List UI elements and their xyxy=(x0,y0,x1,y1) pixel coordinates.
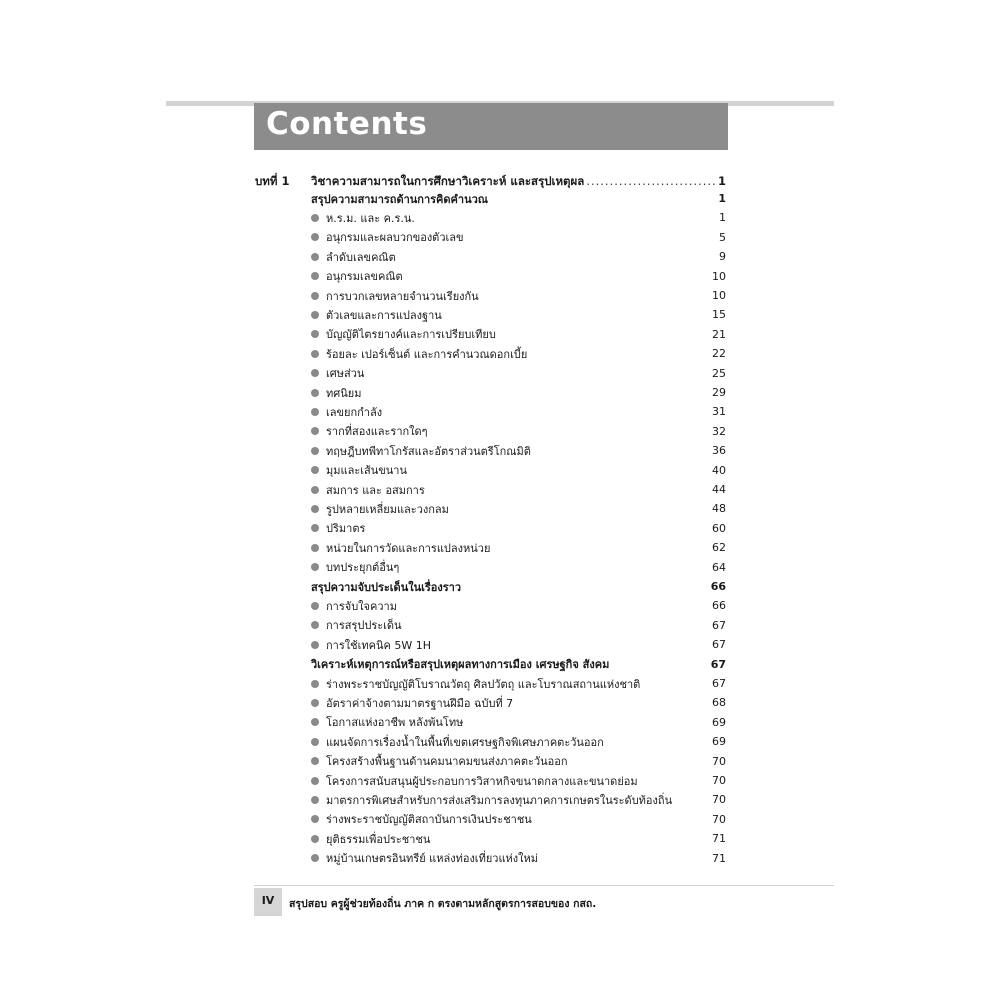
bullet-icon xyxy=(311,699,319,707)
toc-entry-page: 71 xyxy=(712,851,726,865)
toc-entry-page: 70 xyxy=(712,754,726,768)
toc-entry-page: 9 xyxy=(719,250,726,264)
toc-item xyxy=(311,810,726,829)
toc-item xyxy=(311,402,726,421)
toc-entry-label: บทประยุกต์อื่นๆ xyxy=(326,561,400,575)
toc-entry-label: ห.ร.ม. และ ค.ร.น. xyxy=(326,211,415,225)
toc-entry-page: 62 xyxy=(712,541,726,555)
toc-section xyxy=(311,189,726,208)
bullet-icon xyxy=(311,466,319,474)
toc-entry-label: อัตราค่าจ้างตามมาตรฐานฝีมือ ฉบับที่ 7 xyxy=(326,696,514,710)
bullet-icon xyxy=(311,680,319,688)
toc-entry-label: ร่างพระราชบัญญัติโบราณวัตถุ ศิลปวัตถุ และโบราณสถานแห่งชาติ xyxy=(326,677,641,691)
dot-leader xyxy=(586,174,716,188)
bullet-icon xyxy=(311,292,319,300)
bullet-icon xyxy=(311,621,319,629)
toc-item xyxy=(311,344,726,363)
bullet-icon xyxy=(311,757,319,765)
toc-entry-page: 71 xyxy=(712,832,726,846)
bullet-icon xyxy=(311,486,319,494)
toc-entry-page: 10 xyxy=(712,269,726,283)
toc-entry-label: การจับใจความ xyxy=(326,599,397,613)
toc-entry-label: โอกาสแห่งอาชีพ หลังพ้นโทษ xyxy=(326,716,464,730)
toc-entry-page: 5 xyxy=(719,230,726,244)
toc-item xyxy=(311,732,726,751)
toc-entry-page: 66 xyxy=(710,580,726,593)
toc-entry-label: มุมและเส้นขนาน xyxy=(326,464,407,478)
bullet-icon xyxy=(311,447,319,455)
footer-page-tab xyxy=(254,888,282,916)
toc-item xyxy=(311,790,726,809)
toc-entry-page: 69 xyxy=(712,735,726,749)
toc-entry-label: หน่วยในการวัดและการแปลงหน่วย xyxy=(326,541,491,555)
page-title: Contents xyxy=(266,106,428,142)
toc-item xyxy=(311,383,726,402)
toc-item xyxy=(311,461,726,480)
toc-entry-label: โครงสร้างพื้นฐานด้านคมนาคมขนส่งภาคตะวันออก xyxy=(326,755,568,769)
toc-item xyxy=(311,305,726,324)
toc-entry-label: วิเคราะห์เหตุการณ์หรือสรุปเหตุผลทางการเมือง เศรษฐกิจ สังคม xyxy=(311,658,610,672)
toc-entry-page: 67 xyxy=(712,677,726,690)
toc-entry-label: เลขยกกำลัง xyxy=(326,405,383,419)
toc-entry-page: 68 xyxy=(712,696,726,710)
toc-entry-label: ทฤษฎีบทพีทาโกรัสและอัตราส่วนตรีโกณมิติ xyxy=(326,444,531,458)
toc-section xyxy=(311,577,726,596)
toc-item xyxy=(311,325,726,344)
toc-entry-label: รูปหลายเหลี่ยมและวงกลม xyxy=(326,502,449,516)
chapter-title: วิชาความสามารถในการศึกษาวิเคราะห์ และสรุปเหตุผล xyxy=(311,174,585,188)
bullet-icon xyxy=(311,272,319,280)
toc-entry-page: 67 xyxy=(712,618,726,632)
toc-item xyxy=(311,829,726,848)
bullet-icon xyxy=(311,544,319,552)
toc-item xyxy=(311,596,726,615)
toc-entry-label: อนุกรมและผลบวกของตัวเลข xyxy=(326,231,464,245)
toc-entry-page: 70 xyxy=(712,793,726,807)
toc-entry-label: สรุปความจับประเด็นในเรื่องราว xyxy=(311,580,462,594)
toc-item xyxy=(311,519,726,538)
toc-entry-page: 32 xyxy=(712,424,726,438)
bullet-icon xyxy=(311,835,319,843)
toc-item xyxy=(311,208,726,227)
bullet-icon xyxy=(311,718,319,726)
bullet-icon xyxy=(311,796,319,804)
toc-entry-label: เศษส่วน xyxy=(326,367,365,381)
bullet-icon xyxy=(311,408,319,416)
toc-entry-page: 1 xyxy=(719,211,726,225)
toc-entry-page: 40 xyxy=(712,463,726,477)
toc-section xyxy=(311,655,726,674)
toc-entry-label: บัญญัติไตรยางค์และการเปรียบเทียบ xyxy=(326,328,496,342)
toc-item xyxy=(311,752,726,771)
chapter-page: 1 xyxy=(717,174,726,188)
toc-entry-page: 29 xyxy=(712,386,726,399)
bullet-icon xyxy=(311,854,319,862)
bullet-icon xyxy=(311,369,319,377)
bullet-icon xyxy=(311,389,319,397)
toc-entry-label: ลำดับเลขคณิต xyxy=(326,250,396,264)
bullet-icon xyxy=(311,330,319,338)
toc-item xyxy=(311,693,726,712)
toc-entry-page: 60 xyxy=(712,521,726,535)
toc-entry-page: 21 xyxy=(712,327,726,341)
toc-item xyxy=(311,286,726,305)
bullet-icon xyxy=(311,311,319,319)
toc-entry-label: โครงการสนับสนุนผู้ประกอบการวิสาหกิจขนาดกลางและขนาดย่อม xyxy=(326,774,638,788)
bullet-icon xyxy=(311,602,319,610)
toc-entry-page: 10 xyxy=(712,289,726,302)
toc-entry-page: 67 xyxy=(712,638,726,652)
toc-entry-page: 48 xyxy=(712,502,726,516)
bullet-icon xyxy=(311,641,319,649)
toc-entry-page: 44 xyxy=(712,483,726,496)
footer-rule xyxy=(254,885,834,886)
toc-item xyxy=(311,538,726,557)
toc-item xyxy=(311,771,726,790)
bullet-icon xyxy=(311,214,319,222)
toc-entry-label: ร่างพระราชบัญญัติสถาบันการเงินประชาชน xyxy=(326,813,532,827)
bullet-icon xyxy=(311,524,319,532)
toc-entry-label: ยุติธรรมเพื่อประชาชน xyxy=(326,832,431,846)
toc-entry-page: 1 xyxy=(718,192,726,205)
toc-entry-label: รากที่สองและรากใดๆ xyxy=(326,425,428,439)
toc-item xyxy=(311,247,726,266)
toc-item xyxy=(311,422,726,441)
toc-entry-label: ตัวเลขและการแปลงฐาน xyxy=(326,308,442,322)
toc-entry-page: 64 xyxy=(712,560,726,574)
toc-entry-label: มาตรการพิเศษสำหรับการส่งเสริมการลงทุนภาคการเกษตรในระดับท้องถิ่น xyxy=(326,793,673,807)
toc-entry-page: 70 xyxy=(712,774,726,787)
toc-item xyxy=(311,480,726,499)
toc-entry-label: การสรุปประเด็น xyxy=(326,619,402,633)
toc-entry-label: ทศนิยม xyxy=(326,386,362,400)
chapter-label: บทที่ 1 xyxy=(255,174,290,188)
bullet-icon xyxy=(311,563,319,571)
toc-entry-page: 25 xyxy=(712,366,726,380)
toc-item xyxy=(311,228,726,247)
toc-entry-label: การบวกเลขหลายจำนวนเรียงกัน xyxy=(326,289,479,303)
bullet-icon xyxy=(311,738,319,746)
toc-entry-page: 15 xyxy=(712,308,726,322)
bullet-icon xyxy=(311,505,319,513)
bullet-icon xyxy=(311,233,319,241)
toc-item xyxy=(311,616,726,635)
toc-item xyxy=(311,499,726,518)
toc-item xyxy=(311,674,726,693)
toc-item xyxy=(311,267,726,286)
toc-entry-label: หมู่บ้านเกษตรอินทรีย์ แหล่งท่องเที่ยวแห่งใหม่ xyxy=(326,852,539,866)
toc-item xyxy=(311,849,726,868)
footer-page-number: IV xyxy=(261,894,275,907)
toc-entry-label: ร้อยละ เปอร์เซ็นต์ และการคำนวณดอกเบี้ย xyxy=(326,347,528,361)
toc-entry-page: 66 xyxy=(712,599,726,613)
bullet-icon xyxy=(311,777,319,785)
toc-entry-label: สรุปความสามารถด้านการคิดคำนวณ xyxy=(311,192,488,206)
bullet-icon xyxy=(311,253,319,261)
toc-entry-label: ปริมาตร xyxy=(326,522,366,536)
toc-entry-label: อนุกรมเลขคณิต xyxy=(326,270,403,284)
footer-running-title: สรุปสอบ ครูผู้ช่วยท้องถิ่น ภาค ก ตรงตามหลักสูตรการสอบของ กสถ. xyxy=(289,898,597,910)
toc-entry-page: 31 xyxy=(712,405,726,419)
toc-item xyxy=(311,635,726,654)
toc-entry-label: สมการ และ อสมการ xyxy=(326,483,425,497)
toc-entry-label: การใช้เทคนิค 5W 1H xyxy=(326,638,431,652)
toc-entry-page: 70 xyxy=(712,812,726,826)
toc-entry-label: แผนจัดการเรื่องน้ำในพื้นที่เขตเศรษฐกิจพิเศษภาคตะวันออก xyxy=(326,735,604,749)
toc-item xyxy=(311,558,726,577)
toc-entry-page: 36 xyxy=(712,444,726,458)
toc-entry-page: 69 xyxy=(712,715,726,729)
bullet-icon xyxy=(311,427,319,435)
toc-item xyxy=(311,713,726,732)
bullet-icon xyxy=(311,815,319,823)
bullet-icon xyxy=(311,350,319,358)
toc-entry-page: 22 xyxy=(712,347,726,361)
toc-entry-page: 67 xyxy=(710,657,726,671)
toc-item xyxy=(311,441,726,460)
toc-item xyxy=(311,364,726,383)
title-bar xyxy=(254,103,728,150)
